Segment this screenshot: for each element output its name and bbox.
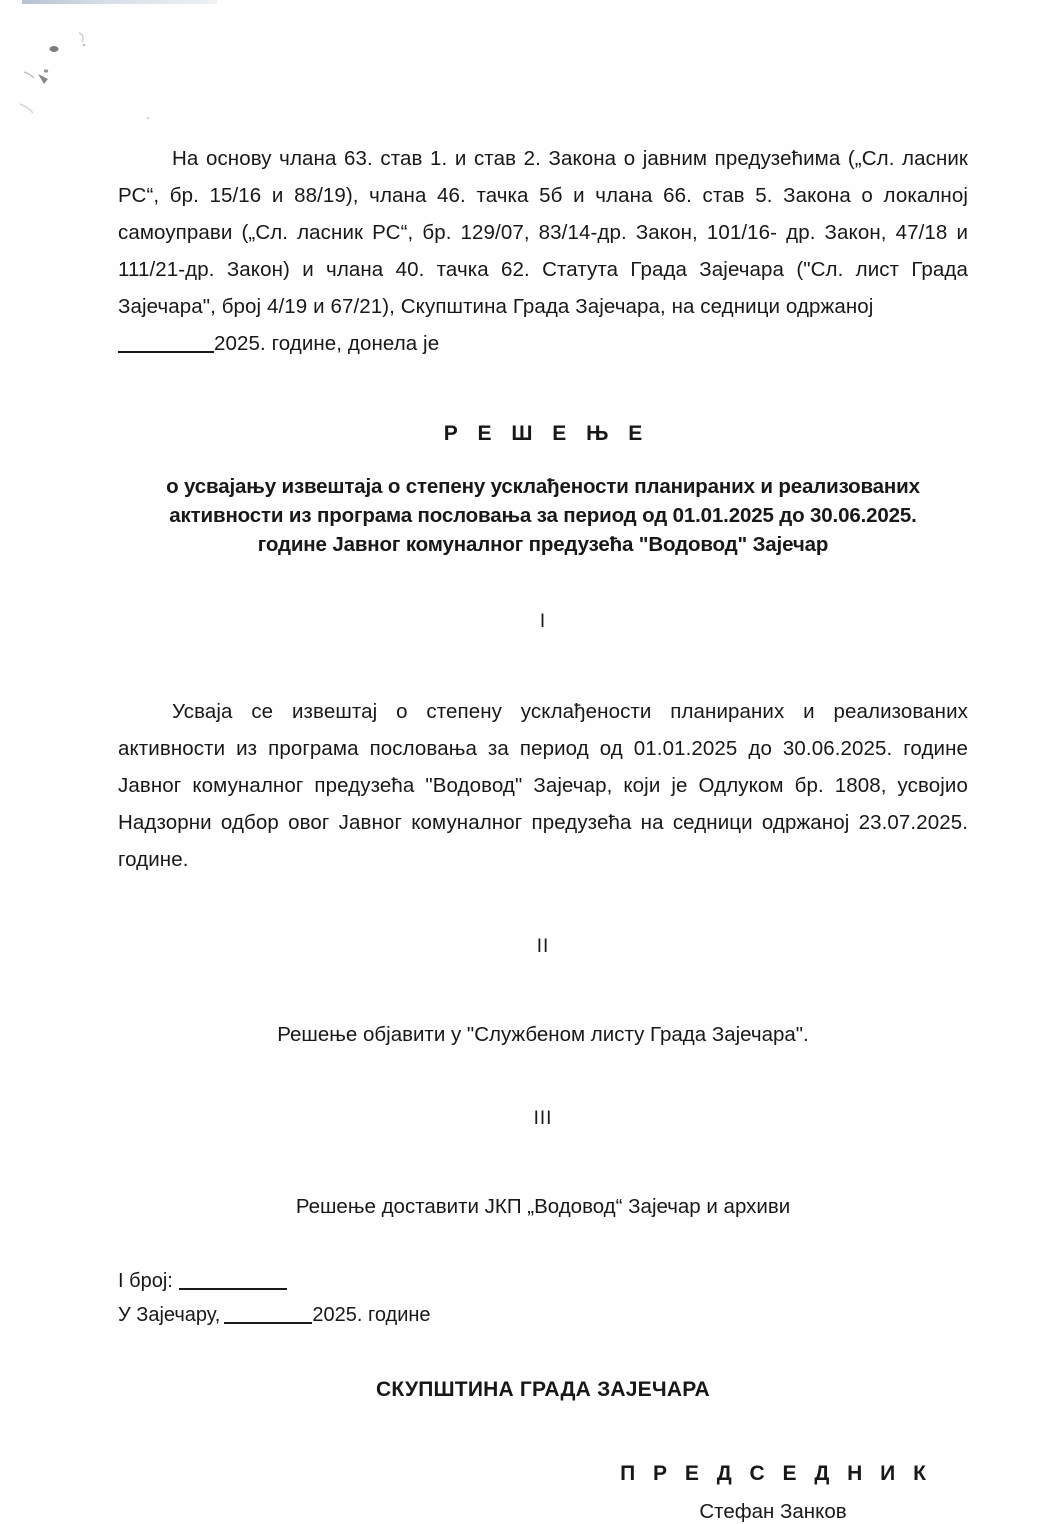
subtitle-line-2: активности из програма пословања за период од 01.01.2025 до 30.06.2025. — [169, 504, 917, 527]
section-body-2: Решење објавити у "Службеном листу Града Зајечара". — [277, 1023, 809, 1046]
document-content — [118, 0, 968, 1524]
section-body-1: Усваја се извештај о степену усклађености планираних и реализованих активности из програма пословања за период од 01.01.2025 до 30.06.2025. године Јавног комуналног предузећа "Водовод" Зајечар, који је Одлуком бр. 1808, усвојио Надзорни одбор овог Јавног комуналног предузећа на седници одржаној 23.07.2025. године. — [118, 700, 968, 871]
signatory-title: П Р Е Д С Е Д Н И К — [620, 1462, 932, 1485]
section-numeral-2: II — [536, 936, 550, 957]
page-title: Р Е Ш Е Њ Е — [443, 422, 650, 445]
section-body-3: Решење доставити ЈКП „Водовод“ Зајечар и архиви — [295, 1195, 791, 1218]
document-number-blank — [179, 1288, 287, 1290]
date-blank-line — [118, 351, 214, 353]
document-place-year: 2025. године — [312, 1304, 431, 1326]
document-place-label: У Зајечару, — [118, 1304, 221, 1326]
signatory-name: Стефан Занков — [699, 1500, 847, 1523]
document-place-line — [118, 1298, 968, 1332]
subtitle-line-3: године Јавног комуналног предузећа "Водовод" Зајечар — [257, 533, 829, 556]
signature-block — [578, 1462, 968, 1524]
preamble-paragraph: На основу члана 63. став 1. и став 2. Закона о јавним предузећима („Сл. ласник РС“, бр. 15/16 и 88/19), члана 46. тачка 5б и члана 66. став 5. Закона о локалној самоуправи („Сл. ласник РС“, бр. 129/07, 83/14-др. Закон, 101/16- др. Закон, 47/18 и 111/21-др. Закон) и члана 40. тачка 62. Статута Града Зајечара ("Сл. лист Града Зајечара", број 4/19 и 67/21), Скупштина Града Зајечара, на седници одржаној — [118, 147, 968, 318]
assembly-name: СКУПШТИНА ГРАДА ЗАЈЕЧАРА — [376, 1378, 710, 1401]
subtitle-line-1: о усвајању извештаја о степену усклађености планираних и реализованих — [166, 475, 920, 498]
preamble-date-line — [118, 325, 968, 362]
preamble-date-suffix: 2025. године, донела је — [214, 332, 440, 355]
section-numeral-3: III — [533, 1108, 553, 1129]
document-number-label: I број: — [118, 1270, 173, 1292]
document-number-line — [118, 1264, 968, 1298]
section-numeral-1: I — [539, 611, 547, 632]
document-date-blank — [224, 1322, 312, 1324]
